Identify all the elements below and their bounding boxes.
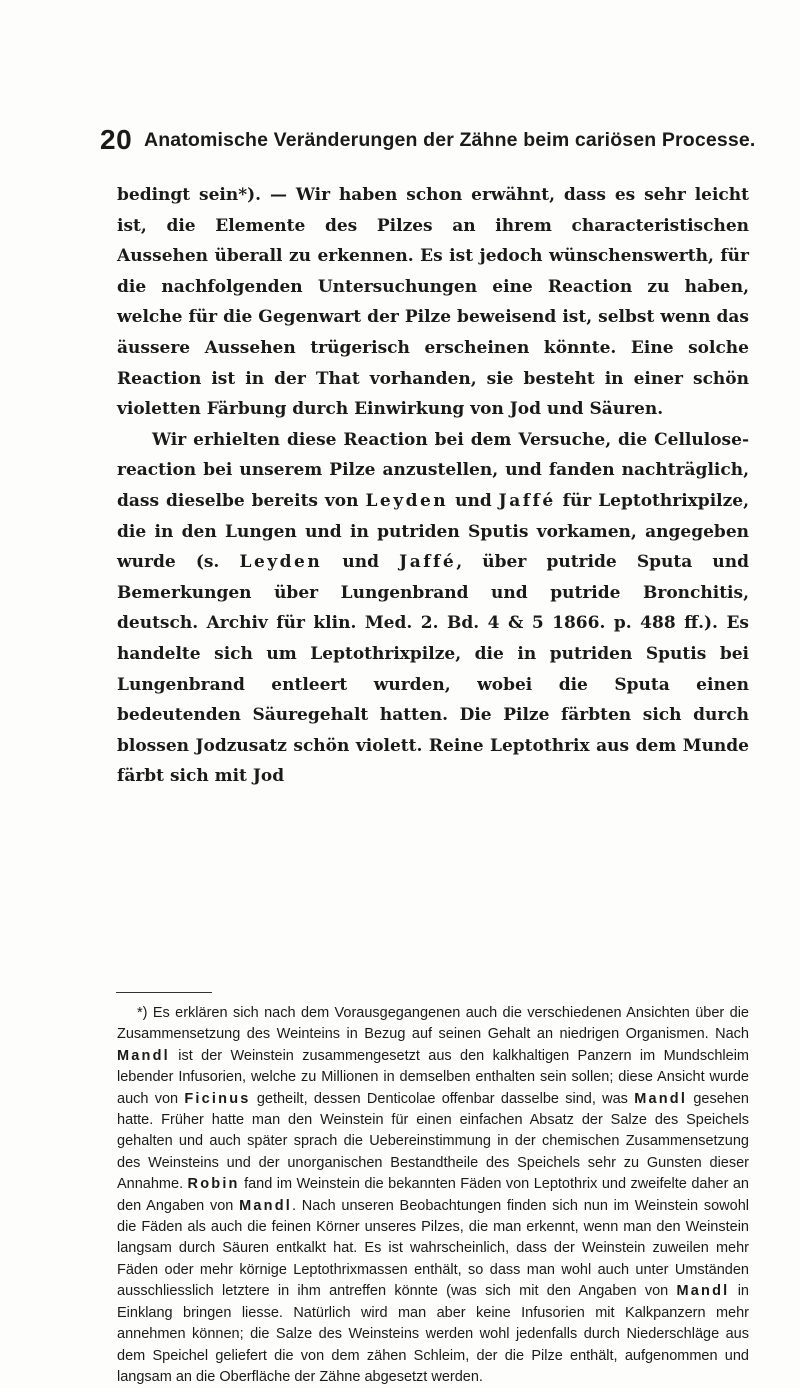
author-name: Robin — [187, 1176, 240, 1193]
author-name: Mandl — [239, 1197, 292, 1214]
text-run: Wir erhielten diese Reaction bei dem Versuche, die Cellulosereaction bei unserem Pilze anzustellen, und fanden nachträglich, dass dieselbe bereits von — [117, 429, 749, 511]
author-name: Mandl — [634, 1090, 688, 1107]
text-run: *) Es erklären sich nach dem Vorausgegangenen auch die verschiedenen Ansichten über die Zusammensetzung des Weinteins in Bezug auf seinen Gehalt an niedrigen Organismen. Nach — [117, 1005, 749, 1043]
footnote — [117, 1003, 749, 1388]
text-run: getheilt, dessen Denticolae offenbar dasselbe sind, was — [250, 1090, 635, 1107]
text-run: in Einklang bringen liesse. Natürlich wird man aber keine Infusorien mit Kalkpanzern mehr annehmen können; die Salze des Weinsteins werden wohl jedenfalls durch Niederschläge aus dem Speichel geliefert die von dem zähen Schleim, der die Pilze enthält, aufgenommen und langsam an die Oberfläche der Zähne abgesetzt werden. — [117, 1283, 749, 1385]
footnote-rule — [116, 992, 212, 993]
running-title: Anatomische Veränderungen der Zähne beim cariösen Processe. — [144, 129, 756, 151]
footnote-paragraph — [117, 1003, 749, 1388]
text-run: fand im Weinstein die bekannten Fäden von Leptothrix und zweifelte daher an den Angaben von — [117, 1176, 749, 1214]
body-text — [117, 180, 749, 792]
paragraph-1 — [117, 180, 749, 425]
author-name: Jaffé — [498, 490, 556, 511]
author-name: Mandl — [117, 1047, 170, 1064]
author-name: Mandl — [676, 1283, 730, 1300]
text-run: . Nach unseren Beobachtungen finden sich nun im Weinstein sowohl die Fäden als auch die feinen Körner unseres Pilzes, die man erkennt, wenn man den Weinstein langsam durch Säuren entkalkt hat. Es ist wahrscheinlich, dass der Weinstein zuweilen mehr Fäden oder mehr körnige Leptothrixmassen enthält, so dass man wohl auch unter Umständen ausschliesslich letztere in ihm antreffen könnte (was sich mit den Angaben von — [117, 1197, 750, 1300]
author-name: Ficinus — [184, 1090, 251, 1107]
author-name: Jaffé — [399, 552, 457, 573]
text-run: bedingt sein*). — Wir haben schon erwähnt, dass es sehr leicht ist, die Elemente des Pilzes an ihrem characteristischen Aussehen überall zu erkennen. Es ist jedoch wünschenswerth, für die nachfolgenden Untersuchungen eine Reaction zu haben, welche für die Gegenwart der Pilze beweisend ist, selbst wenn das äussere Aussehen trügerisch erscheinen könnte. Eine solche Reaction ist in der That vorhanden, sie besteht in einer schön violetten Färbung durch Einwirkung von Jod und Säuren. — [117, 185, 749, 420]
text-run: gesehen hatte. Früher hatte man den Weinstein für einen einfachen Absatz der Salze des Speichels gehalten und auch später sprach die Uebereinstimmung in der chemischen Zusammensetzung des Weinsteins und der unorganischen Bestandtheile des Speichels sehr zu Gunsten dieser Annahme. — [117, 1090, 749, 1193]
text-run: und — [322, 552, 400, 573]
text-run: und — [448, 490, 499, 511]
paragraph-2 — [117, 425, 749, 792]
running-head — [100, 124, 756, 164]
author-name: Leyden — [365, 490, 449, 511]
text-run: ist der Weinstein zusammengesetzt aus den kalkhaltigen Panzern im Mundschleim lebender Infusorien, welche zu Millionen in demselben enthalten sein sollen; diese Ansicht wurde auch von — [117, 1047, 749, 1107]
page-number: 20 — [100, 124, 133, 155]
text-run: , über putride Sputa und Bemerkungen über Lungenbrand und putride Bronchitis, deutsch. Archiv für klin. Med. 2. Bd. 4 & 5 1866. p. 488 ff.). Es handelte sich um Leptothrixpilze, die in putriden Sputis bei Lungenbrand entleert wurden, wobei die Sputa einen bedeutenden Säuregehalt hatten. Die Pilze färbten sich durch blossen Jodzusatz schön violett. Reine Leptothrix aus dem Munde färbt sich mit Jod — [117, 552, 749, 787]
text-run: für Leptothrixpilze, die in den Lungen und in putriden Sputis vorkamen, angegeben wurde (s. — [117, 490, 749, 573]
author-name: Leyden — [239, 552, 323, 573]
